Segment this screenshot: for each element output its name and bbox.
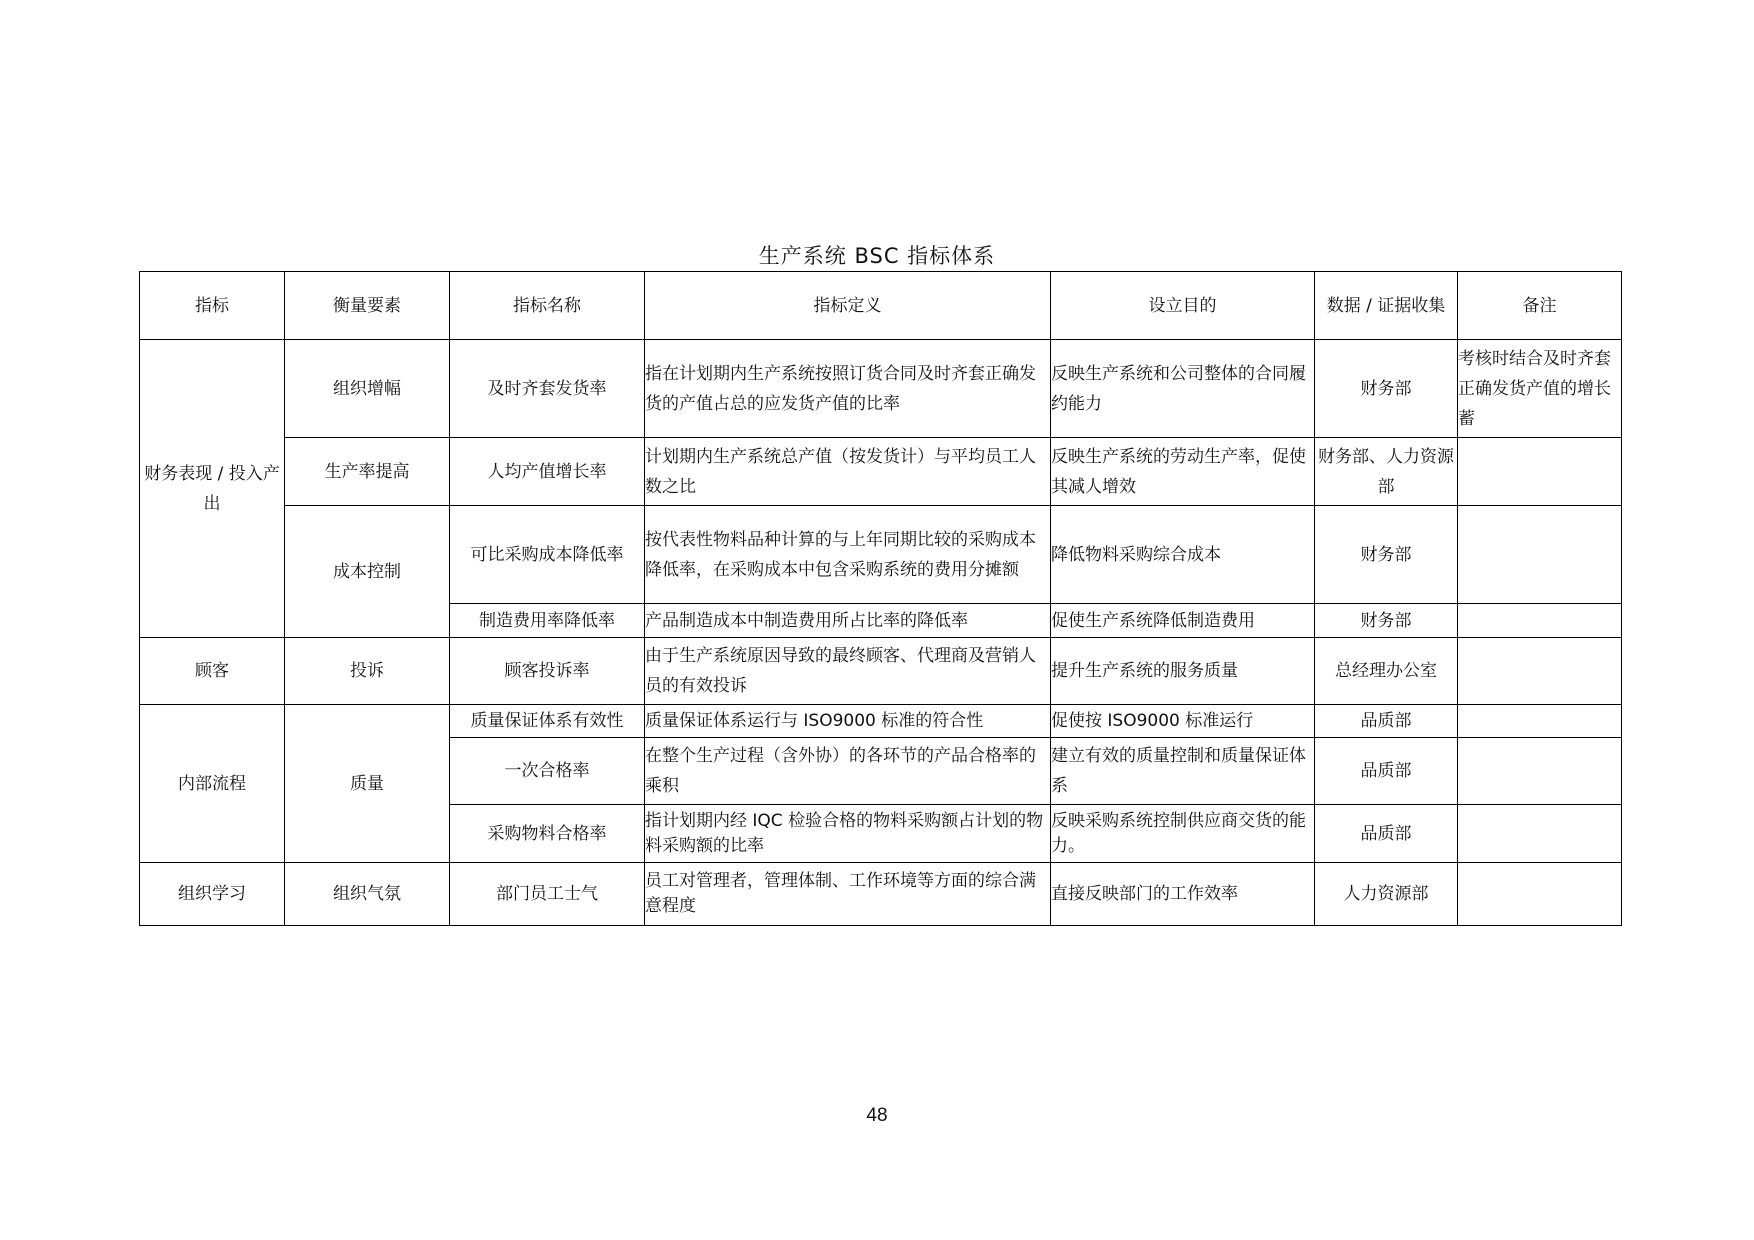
definition-cell: 由于生产系统原因导致的最终顾客、代理商及营销人员的有效投诉 bbox=[645, 638, 1051, 705]
factor-cell: 生产率提高 bbox=[285, 438, 450, 506]
source-cell: 人力资源部 bbox=[1315, 863, 1458, 926]
dimension-cell: 财务表现 / 投入产出 bbox=[140, 340, 285, 638]
factor-cell: 组织气氛 bbox=[285, 863, 450, 926]
purpose-cell: 促使生产系统降低制造费用 bbox=[1051, 604, 1315, 638]
header-cell: 数据 / 证据收集 bbox=[1315, 272, 1458, 340]
table-row bbox=[140, 705, 1622, 738]
definition-cell: 产品制造成本中制造费用所占比率的降低率 bbox=[645, 604, 1051, 638]
note-cell bbox=[1458, 738, 1622, 805]
table-row bbox=[140, 638, 1622, 705]
header-cell: 指标名称 bbox=[450, 272, 645, 340]
purpose-cell: 提升生产系统的服务质量 bbox=[1051, 638, 1315, 705]
table-row bbox=[140, 340, 1622, 438]
note-cell bbox=[1458, 863, 1622, 926]
table-title: 生产系统 BSC 指标体系 bbox=[758, 244, 996, 268]
source-cell: 品质部 bbox=[1315, 738, 1458, 805]
definition-cell: 质量保证体系运行与 ISO9000 标准的符合性 bbox=[645, 705, 1051, 738]
definition-cell: 员工对管理者，管理体制、工作环境等方面的综合满意程度 bbox=[645, 863, 1051, 926]
source-cell: 品质部 bbox=[1315, 805, 1458, 863]
table-row bbox=[140, 863, 1622, 926]
indicator-name-cell: 一次合格率 bbox=[450, 738, 645, 805]
header-cell: 备注 bbox=[1458, 272, 1622, 340]
note-cell bbox=[1458, 438, 1622, 506]
page-number: 48 bbox=[866, 1105, 888, 1126]
dimension-cell: 顾客 bbox=[140, 638, 285, 705]
indicator-name-cell: 顾客投诉率 bbox=[450, 638, 645, 705]
definition-cell: 在整个生产过程（含外协）的各环节的产品合格率的乘积 bbox=[645, 738, 1051, 805]
table-row bbox=[140, 438, 1622, 506]
indicator-name-cell: 部门员工士气 bbox=[450, 863, 645, 926]
note-cell bbox=[1458, 805, 1622, 863]
factor-cell: 成本控制 bbox=[285, 506, 450, 638]
source-cell: 财务部 bbox=[1315, 340, 1458, 438]
indicator-name-cell: 质量保证体系有效性 bbox=[450, 705, 645, 738]
factor-cell: 投诉 bbox=[285, 638, 450, 705]
indicator-name-cell: 人均产值增长率 bbox=[450, 438, 645, 506]
purpose-cell: 反映生产系统和公司整体的合同履约能力 bbox=[1051, 340, 1315, 438]
header-row bbox=[140, 272, 1622, 340]
purpose-cell: 反映采购系统控制供应商交货的能力。 bbox=[1051, 805, 1315, 863]
purpose-cell: 促使按 ISO9000 标准运行 bbox=[1051, 705, 1315, 738]
note-cell: 考核时结合及时齐套正确发货产值的增长蓄 bbox=[1458, 340, 1622, 438]
table-row bbox=[140, 506, 1622, 604]
indicator-name-cell: 采购物料合格率 bbox=[450, 805, 645, 863]
factor-cell: 质量 bbox=[285, 705, 450, 863]
definition-cell: 指在计划期内生产系统按照订货合同及时齐套正确发货的产值占总的应发货产值的比率 bbox=[645, 340, 1051, 438]
header-cell: 指标定义 bbox=[645, 272, 1051, 340]
header-cell: 衡量要素 bbox=[285, 272, 450, 340]
purpose-cell: 直接反映部门的工作效率 bbox=[1051, 863, 1315, 926]
note-cell bbox=[1458, 638, 1622, 705]
source-cell: 财务部、人力资源部 bbox=[1315, 438, 1458, 506]
factor-cell: 组织增幅 bbox=[285, 340, 450, 438]
header-cell: 指标 bbox=[140, 272, 285, 340]
note-cell bbox=[1458, 506, 1622, 604]
definition-cell: 指计划期内经 IQC 检验合格的物料采购额占计划的物料采购额的比率 bbox=[645, 805, 1051, 863]
bsc-indicator-table bbox=[139, 271, 1622, 926]
indicator-name-cell: 制造费用率降低率 bbox=[450, 604, 645, 638]
source-cell: 品质部 bbox=[1315, 705, 1458, 738]
dimension-cell: 内部流程 bbox=[140, 705, 285, 863]
dimension-cell: 组织学习 bbox=[140, 863, 285, 926]
definition-cell: 按代表性物料品种计算的与上年同期比较的采购成本降低率，在采购成本中包含采购系统的费用分摊额 bbox=[645, 506, 1051, 604]
header-cell: 设立目的 bbox=[1051, 272, 1315, 340]
purpose-cell: 反映生产系统的劳动生产率，促使其减人增效 bbox=[1051, 438, 1315, 506]
note-cell bbox=[1458, 604, 1622, 638]
source-cell: 总经理办公室 bbox=[1315, 638, 1458, 705]
source-cell: 财务部 bbox=[1315, 506, 1458, 604]
definition-cell: 计划期内生产系统总产值（按发货计）与平均员工人数之比 bbox=[645, 438, 1051, 506]
source-cell: 财务部 bbox=[1315, 604, 1458, 638]
note-cell bbox=[1458, 705, 1622, 738]
indicator-name-cell: 可比采购成本降低率 bbox=[450, 506, 645, 604]
purpose-cell: 降低物料采购综合成本 bbox=[1051, 506, 1315, 604]
indicator-name-cell: 及时齐套发货率 bbox=[450, 340, 645, 438]
purpose-cell: 建立有效的质量控制和质量保证体系 bbox=[1051, 738, 1315, 805]
